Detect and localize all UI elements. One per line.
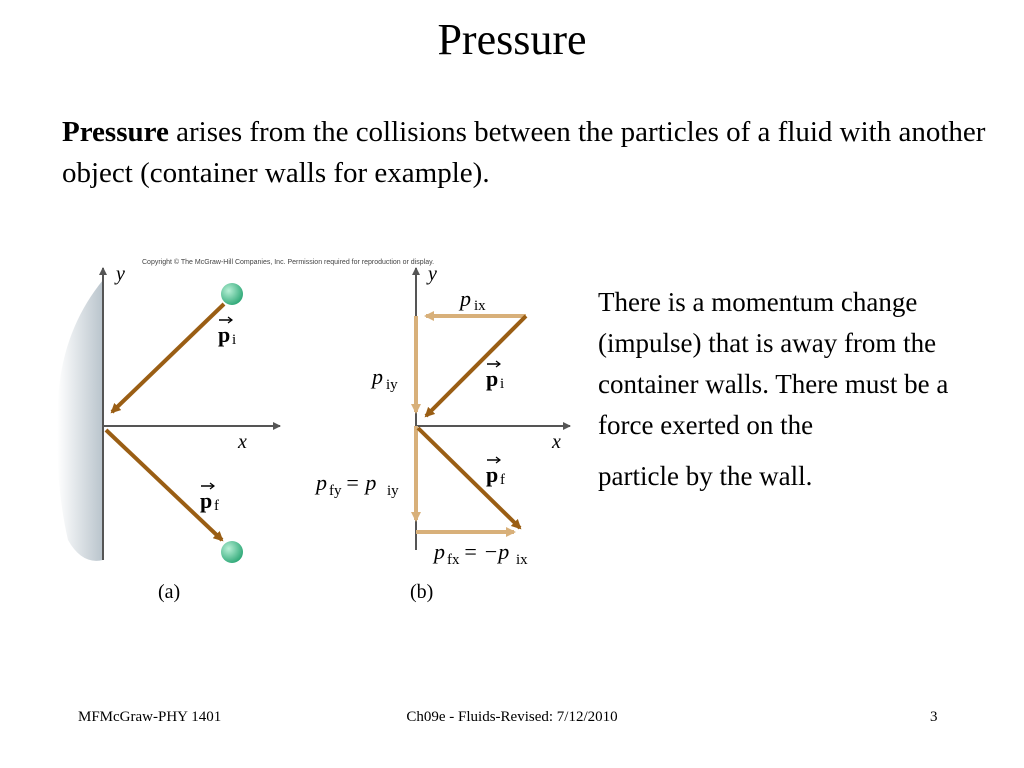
svg-text:= p: = p	[345, 470, 377, 495]
svg-text:p: p	[372, 364, 383, 389]
svg-text:p: p	[200, 488, 213, 513]
label-pix	[458, 286, 486, 314]
svg-text:i: i	[232, 332, 237, 348]
svg-text:p: p	[486, 462, 499, 487]
svg-text:p: p	[486, 366, 499, 391]
svg-text:= −p: = −p	[463, 539, 510, 564]
footer-course-info: Ch09e - Fluids-Revised: 7/12/2010	[406, 709, 618, 725]
container-wall	[57, 280, 103, 561]
particle-initial	[221, 283, 243, 305]
label-pf-b	[486, 457, 505, 488]
momentum-diagram	[40, 250, 580, 620]
intro-text: arises from the collisions between the particles of a fluid with another object (container walls for example).	[62, 116, 986, 189]
label-pf-a	[200, 483, 219, 514]
svg-text:p: p	[460, 286, 471, 311]
explanation-text	[598, 282, 978, 497]
explanation-main: There is a momentum change (impulse) that is away from the container walls. There must be a force exerted on the	[598, 287, 949, 440]
svg-text:i: i	[500, 376, 505, 392]
svg-text:p: p	[316, 470, 327, 495]
y-axis-label-a: y	[116, 263, 125, 285]
svg-text:p: p	[434, 539, 445, 564]
slide-title: Pressure	[437, 15, 587, 64]
svg-text:fx: fx	[447, 552, 460, 568]
label-pi-b	[486, 361, 504, 392]
momentum-figure	[40, 250, 580, 620]
svg-text:iy: iy	[387, 483, 399, 499]
svg-text:ix: ix	[516, 552, 528, 568]
y-axis-label-b: y	[428, 263, 437, 285]
label-pfx-equals-neg-pix	[432, 539, 528, 568]
initial-momentum-arrow-a	[112, 304, 224, 412]
footer-page-number: 3	[930, 709, 938, 725]
svg-text:fy: fy	[329, 483, 342, 499]
label-pfy-equals-piy	[314, 470, 399, 499]
svg-text:iy: iy	[386, 377, 398, 393]
caption-b: (b)	[410, 581, 434, 603]
intro-bold-term: Pressure	[62, 116, 169, 148]
footer-author: MFMcGraw-PHY 1401	[78, 709, 222, 725]
x-axis-label-b: x	[552, 431, 561, 453]
label-piy	[370, 364, 398, 393]
x-axis-label-a: x	[238, 431, 247, 453]
initial-momentum-arrow-b	[426, 316, 526, 416]
label-pi-a	[218, 317, 236, 348]
svg-text:ix: ix	[474, 298, 486, 314]
explanation-last-line: particle by the wall.	[598, 461, 813, 491]
svg-text:f: f	[214, 498, 219, 514]
copyright-note: Copyright © The McGraw-Hill Companies, Inc. Permission required for reproduction or display.	[142, 259, 435, 266]
particle-final	[221, 541, 243, 563]
svg-text:p: p	[218, 322, 231, 347]
intro-paragraph	[62, 112, 992, 194]
caption-a: (a)	[158, 581, 181, 603]
svg-text:f: f	[500, 472, 505, 488]
final-momentum-arrow-a	[106, 430, 222, 540]
